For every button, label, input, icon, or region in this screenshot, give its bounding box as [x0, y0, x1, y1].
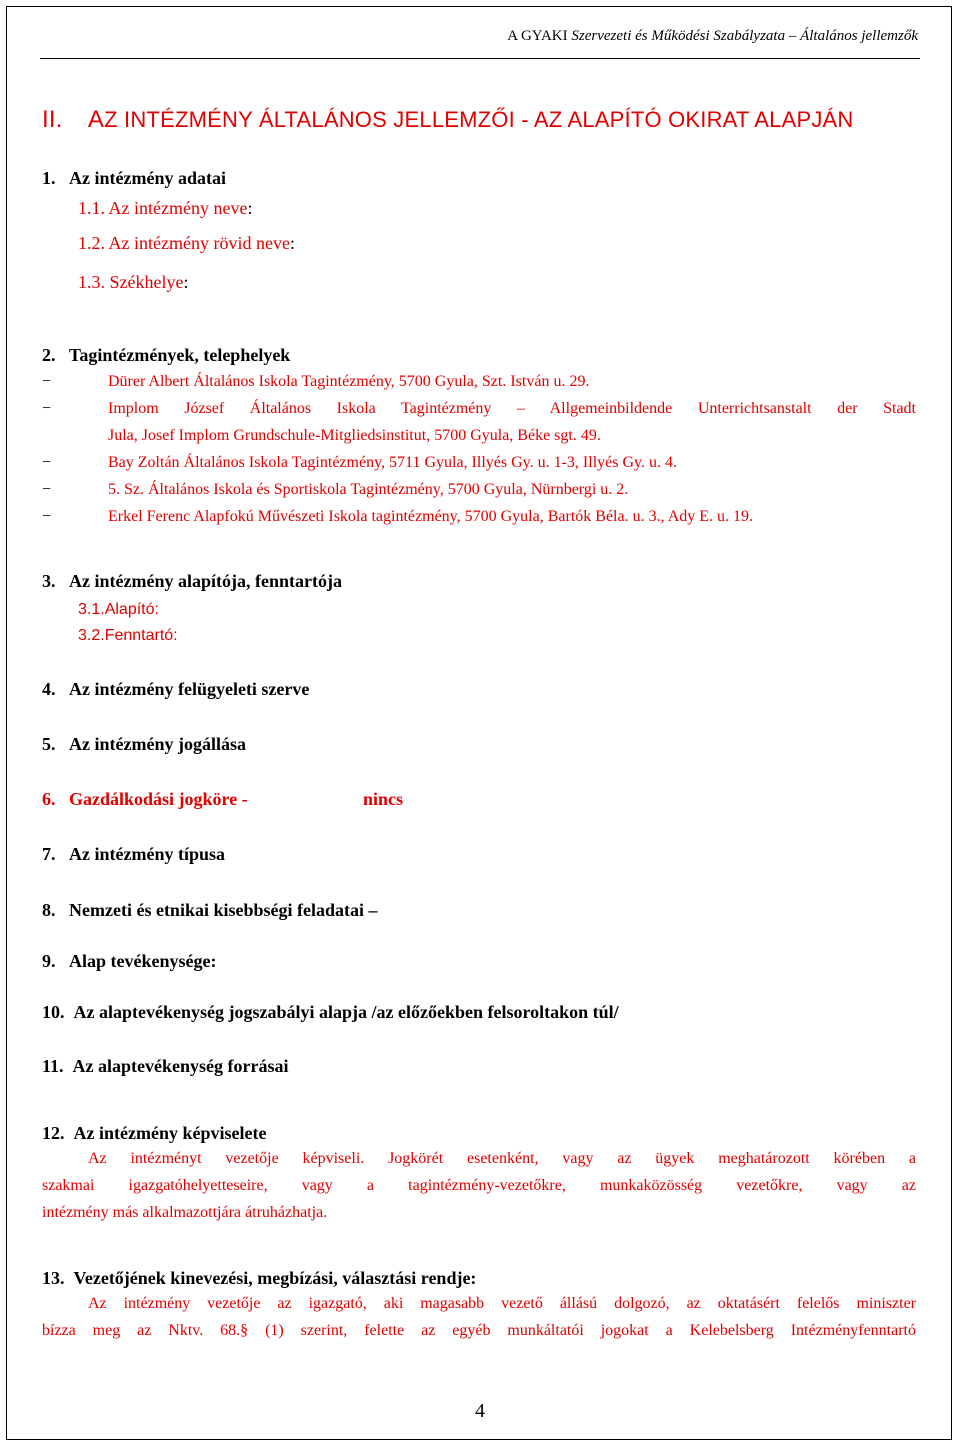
list-item-text: Implom József Általános Iskola Tagintézmény – Allgemeinbildende Unterrichtsanstalt der Stadt	[108, 400, 916, 417]
section-10-title: Az alaptevékenység jogszabályi alapja /az előzőekben felsoroltakon túl/	[73, 1002, 619, 1022]
header-rule	[40, 58, 920, 59]
section-12-paragraph-line: intézmény más alkalmazottjára átruházhatja.	[42, 1204, 328, 1221]
item-3-1-label: Alapító:	[104, 601, 159, 618]
chapter-title-rest: Z INTÉZMÉNY ÁLTALÁNOS JELLEMZŐI - AZ ALAPÍTÓ OKIRAT ALAPJÁN	[104, 107, 854, 132]
list-item-text: Dürer Albert Általános Iskola Tagintézmény, 5700 Gyula, Szt. István u. 29.	[108, 373, 590, 390]
section-11-number: 11.	[42, 1056, 64, 1076]
item-1-2-label: Az intézmény rövid neve	[108, 233, 290, 253]
section-9-number: 9.	[42, 951, 56, 971]
section-13-heading	[42, 1268, 476, 1289]
item-3-2	[78, 627, 178, 645]
header-title: Szervezeti és Működési Szabályzata – Általános jellemzők	[571, 28, 918, 44]
item-3-2-label: Fenntartó:	[104, 627, 178, 644]
chapter-title-cap: A	[87, 106, 105, 133]
item-1-2	[78, 233, 295, 254]
section-7-number: 7.	[42, 844, 56, 864]
list-item-text: Erkel Ferenc Alapfokú Művészeti Iskola tagintézmény, 5700 Gyula, Bartók Béla. u. 3., Ady E. u. 19.	[108, 508, 754, 525]
section-9-title: Alap tevékenysége:	[69, 951, 217, 971]
section-6-heading	[42, 789, 248, 810]
dash-bullet: −	[42, 400, 52, 417]
section-3-heading	[42, 571, 342, 592]
item-3-1-number: 3.1.	[78, 601, 105, 618]
list-item-text-continued: Jula, Josef Implom Grundschule-Mitgliedsinstitut, 5700 Gyula, Béke sgt. 49.	[108, 427, 601, 444]
section-5-title: Az intézmény jogállása	[69, 734, 246, 754]
section-4-number: 4.	[42, 679, 56, 699]
page-border	[6, 6, 952, 1440]
item-1-1-number: 1.1.	[78, 198, 105, 218]
section-12-title: Az intézmény képviselete	[73, 1123, 267, 1143]
section-3-title: Az intézmény alapítója, fenntartója	[69, 571, 342, 591]
section-8-number: 8.	[42, 900, 56, 920]
dash-bullet: −	[42, 481, 52, 498]
section-5-heading	[42, 734, 246, 755]
item-3-1	[78, 601, 159, 619]
section-10-heading	[42, 1002, 619, 1023]
section-6-number: 6.	[42, 789, 56, 809]
dash-bullet: −	[42, 508, 52, 525]
section-12-paragraph-line: Az intézményt vezetője képviseli. Jogkörét esetenként, vagy az ügyek meghatározott körében a	[88, 1150, 916, 1167]
item-1-1-colon: :	[247, 198, 253, 218]
item-1-2-number: 1.2.	[78, 233, 105, 253]
item-1-3-number: 1.3.	[78, 272, 105, 292]
item-1-3	[78, 272, 188, 293]
section-2-title: Tagintézmények, telephelyek	[69, 345, 291, 365]
dash-bullet: −	[42, 454, 52, 471]
section-6-title: Gazdálkodási jogköre -	[69, 789, 248, 809]
section-1-number: 1.	[42, 168, 56, 188]
section-12-paragraph-line: szakmai igazgatóhelyetteseire, vagy a tagintézmény-vezetőkre, munkaközösség vezetőkre, vagy az	[42, 1177, 916, 1194]
section-13-number: 13.	[42, 1268, 65, 1288]
item-3-2-number: 3.2.	[78, 627, 105, 644]
section-3-number: 3.	[42, 571, 56, 591]
section-8-title: Nemzeti és etnikai kisebbségi feladatai –	[69, 900, 378, 920]
section-9-heading	[42, 951, 216, 972]
section-11-title: Az alaptevékenység forrásai	[72, 1056, 289, 1076]
section-11-heading	[42, 1056, 288, 1077]
dash-bullet: −	[42, 373, 52, 390]
section-6-value: nincs	[363, 789, 404, 809]
section-7-title: Az intézmény típusa	[69, 844, 225, 864]
section-13-paragraph-line: bízza meg az Nktv. 68.§ (1) szerint, felette az egyéb munkáltatói jogokat a Kelebelsberg Intézményfenntartó	[42, 1322, 916, 1339]
list-item-text: Bay Zoltán Általános Iskola Tagintézmény, 5711 Gyula, Illyés Gy. u. 1-3, Illyés Gy. u. 4.	[108, 454, 677, 471]
page-number: 4	[475, 1400, 485, 1422]
section-13-paragraph-line: Az intézmény vezetője az igazgató, aki magasabb vezető állású dolgozó, az oktatásért felelős miniszter	[88, 1295, 916, 1312]
section-2-number: 2.	[42, 345, 56, 365]
chapter-numeral: II.	[42, 106, 63, 133]
chapter-title	[42, 106, 853, 134]
section-10-number: 10.	[42, 1002, 65, 1022]
section-1-title: Az intézmény adatai	[69, 168, 226, 188]
section-12-number: 12.	[42, 1123, 65, 1143]
section-13-title: Vezetőjének kinevezési, megbízási, választási rendje:	[73, 1268, 477, 1288]
section-4-title: Az intézmény felügyeleti szerve	[69, 679, 310, 699]
section-7-heading	[42, 844, 225, 865]
section-12-heading	[42, 1123, 266, 1144]
section-1-heading	[42, 168, 226, 189]
section-5-number: 5.	[42, 734, 56, 754]
section-4-heading	[42, 679, 309, 700]
running-header	[507, 28, 918, 45]
section-2-heading	[42, 345, 290, 366]
item-1-1-label: Az intézmény neve	[108, 198, 248, 218]
item-1-3-colon: :	[183, 272, 189, 292]
item-1-3-label: Székhelye	[109, 272, 184, 292]
section-8-heading	[42, 900, 377, 921]
header-prefix: A GYAKI	[507, 28, 572, 44]
item-1-2-colon: :	[289, 233, 295, 253]
item-1-1	[78, 198, 252, 219]
list-item-text: 5. Sz. Általános Iskola és Sportiskola Tagintézmény, 5700 Gyula, Nürnbergi u. 2.	[108, 481, 629, 498]
